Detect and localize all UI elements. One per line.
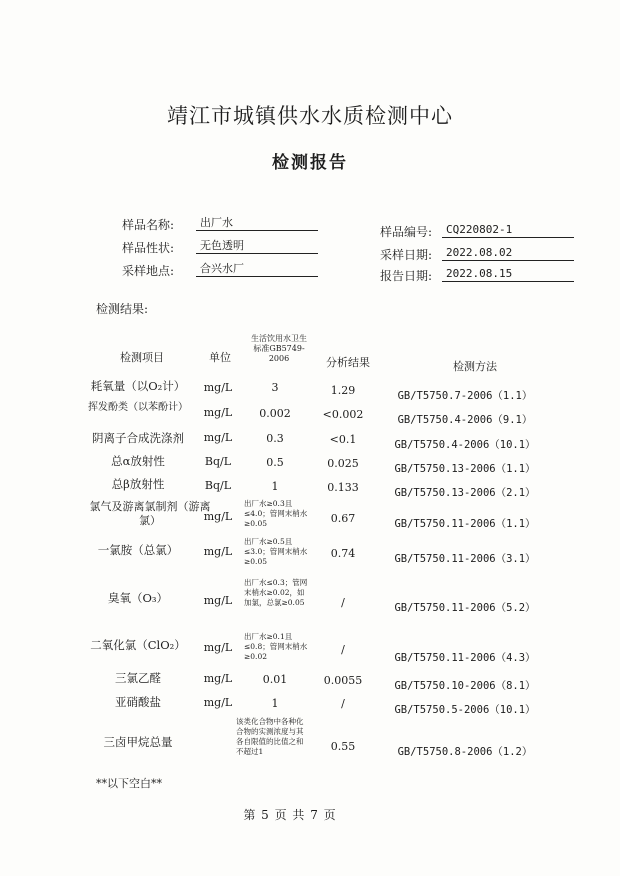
table-row-method: GB/T5750.5-2006（10.1） (394, 704, 536, 716)
table-row-result: 0.55 (330, 740, 356, 753)
table-row-method: GB/T5750.7-2006（1.1） (397, 390, 533, 402)
table-row-standard: 1 (271, 480, 279, 493)
table-row-unit: mg/L (203, 545, 233, 558)
sample-name-label: 样品名称: (122, 218, 175, 232)
table-row-standard: 3 (271, 381, 279, 394)
table-row-item: 二氧化氯（ClO₂） (90, 638, 186, 652)
table-row-result: / (341, 596, 345, 609)
table-row-result: / (341, 643, 345, 656)
table-row-standard: 出厂水≥0.1且≤0.8；管网末梢水≥0.02 (244, 632, 308, 661)
table-row-unit: mg/L (203, 672, 233, 685)
table-row-method: GB/T5750.11-2006（1.1） (394, 518, 536, 530)
table-row-unit: mg/L (203, 594, 233, 607)
table-row-method: GB/T5750.4-2006（9.1） (397, 414, 533, 426)
table-row-result: <0.002 (322, 408, 364, 421)
sampling-site-label: 采样地点: (122, 264, 175, 278)
table-row-unit: mg/L (203, 381, 233, 394)
table-row-item: 耗氧量（以O₂计） (90, 379, 186, 393)
header-method: 检测方法 (453, 360, 497, 373)
report-date-label: 报告日期: (380, 269, 433, 283)
sample-no-label: 样品编号: (380, 225, 433, 239)
sampling-site-value: 合兴水厂 (196, 261, 318, 277)
header-result: 分析结果 (326, 356, 370, 369)
table-row-standard: 出厂水≥0.5且≤3.0；管网末梢水≥0.05 (244, 537, 308, 566)
table-row-standard: 出厂水≥0.3且≤4.0；管网末梢水≥0.05 (244, 499, 308, 528)
report-title: 检测报告 (272, 153, 348, 173)
table-row-result: 0.025 (327, 457, 359, 470)
table-row-item: 臭氧（O₃） (107, 591, 169, 605)
report-date-value: 2022.08.15 (442, 266, 574, 282)
table-row-unit: mg/L (203, 431, 233, 444)
table-row-method: GB/T5750.4-2006（10.1） (394, 439, 536, 451)
table-row-result: 0.74 (330, 547, 356, 560)
table-row-item: 三卤甲烷总量 (103, 735, 173, 749)
table-row-result: 0.67 (330, 512, 356, 525)
header-standard: 生活饮用水卫生标准GB5749-2006 (251, 334, 307, 363)
table-row-item: 阴离子合成洗涤剂 (92, 431, 184, 445)
table-row-method: GB/T5750.13-2006（1.1） (394, 463, 536, 475)
sample-traits-value: 无色透明 (196, 238, 318, 254)
sampling-date-value: 2022.08.02 (442, 245, 574, 261)
table-row-unit: Bq/L (204, 479, 232, 492)
sample-traits-label: 样品性状: (122, 241, 175, 255)
sample-no-value: CQ220802-1 (442, 222, 574, 238)
table-row-item: 总β放射性 (111, 477, 165, 491)
table-row-unit: mg/L (203, 641, 233, 654)
blank-note: **以下空白** (96, 777, 162, 790)
table-row-item: 氯气及游离氯制剂（游离氯） (89, 500, 211, 527)
table-row-item: 一氯胺（总氯） (97, 543, 179, 557)
page-number: 第 5 页 共 7 页 (243, 808, 337, 822)
table-row-standard: 0.002 (259, 407, 291, 420)
sample-name-value: 出厂水 (196, 215, 318, 231)
organization-title: 靖江市城镇供水水质检测中心 (167, 104, 453, 128)
table-row-item: 三氯乙醛 (115, 671, 161, 685)
table-row-method: GB/T5750.11-2006（4.3） (394, 652, 536, 664)
sampling-date-label: 采样日期: (380, 248, 433, 262)
table-row-item: 挥发酚类（以苯酚计） (88, 402, 188, 413)
results-label: 检测结果: (96, 302, 149, 316)
table-row-result: <0.1 (329, 433, 357, 446)
table-row-unit: mg/L (203, 510, 233, 523)
table-row-item: 总α放射性 (111, 454, 165, 468)
table-row-result: 1.29 (330, 384, 356, 397)
table-row-result: 0.133 (327, 481, 359, 494)
table-row-standard: 0.5 (266, 456, 284, 469)
table-row-method: GB/T5750.8-2006（1.2） (397, 746, 533, 758)
table-row-standard: 1 (271, 697, 279, 710)
header-unit: 单位 (209, 351, 231, 364)
table-row-standard: 0.3 (266, 432, 284, 445)
table-row-result: / (341, 697, 345, 710)
table-row-method: GB/T5750.11-2006（3.1） (394, 553, 536, 565)
table-row-method: GB/T5750.10-2006（8.1） (394, 680, 536, 692)
table-row-unit: mg/L (203, 406, 233, 419)
table-row-result: 0.0055 (323, 674, 363, 687)
table-row-standard: 出厂水≤0.3；管网末梢水≥0.02，如加氯，总氯≥0.05 (244, 578, 308, 607)
table-row-unit: Bq/L (204, 455, 232, 468)
header-item: 检测项目 (120, 351, 164, 364)
table-row-method: GB/T5750.11-2006（5.2） (394, 602, 536, 614)
table-row-unit: mg/L (203, 696, 233, 709)
table-row-item: 亚硝酸盐 (115, 695, 161, 709)
table-row-method: GB/T5750.13-2006（2.1） (394, 487, 536, 499)
table-row-standard: 0.01 (262, 673, 288, 686)
table-row-standard: 该类化合物中各种化合物的实测浓度与其各自限值的比值之和不超过1 (236, 717, 304, 756)
